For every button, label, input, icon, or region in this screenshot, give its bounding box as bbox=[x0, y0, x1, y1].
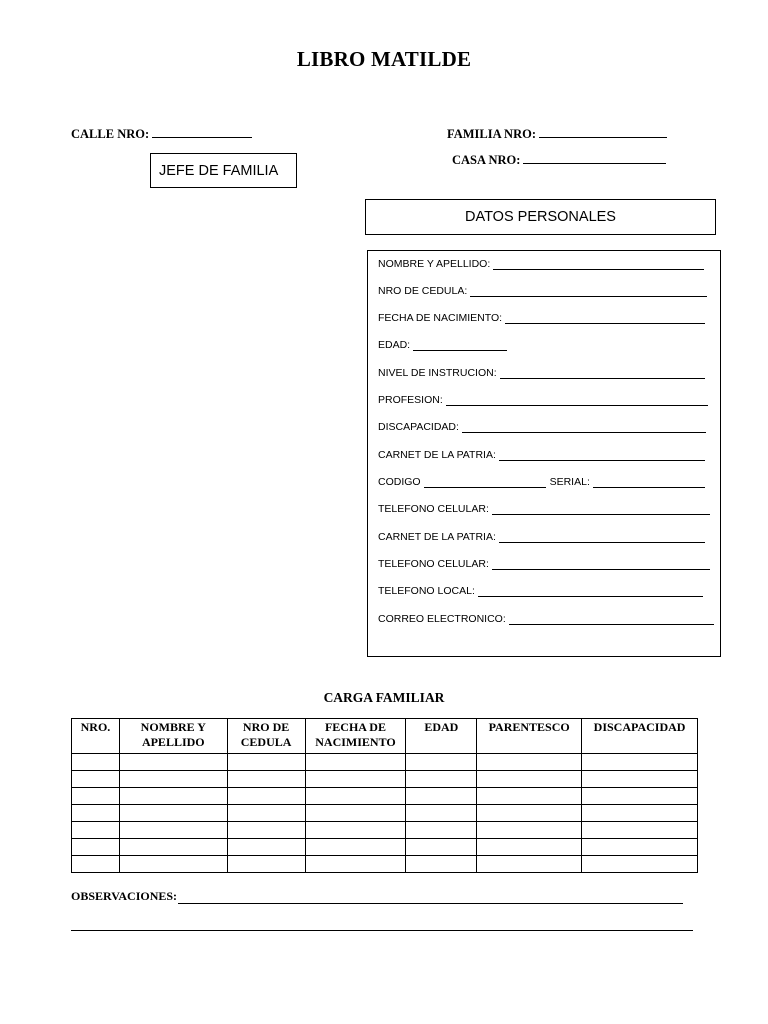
casa-label: CASA NRO: bbox=[452, 153, 521, 167]
familia-input-line[interactable] bbox=[539, 126, 667, 138]
field-label: FECHA DE NACIMIENTO: bbox=[378, 312, 503, 324]
field-label: CARNET DE LA PATRIA: bbox=[378, 531, 496, 543]
field-line[interactable] bbox=[492, 504, 710, 515]
col-header-parentesco: PARENTESCO bbox=[477, 719, 582, 754]
calle-field bbox=[71, 126, 252, 142]
table-cell[interactable] bbox=[72, 822, 120, 839]
field-profesion bbox=[378, 394, 708, 406]
table-cell[interactable] bbox=[119, 788, 227, 805]
familia-field bbox=[447, 126, 667, 142]
field-telefono-local bbox=[378, 585, 703, 597]
field-label: CORREO ELECTRONICO: bbox=[378, 613, 506, 625]
table-cell[interactable] bbox=[305, 805, 406, 822]
field-label: TELEFONO LOCAL: bbox=[378, 585, 475, 597]
table-row bbox=[72, 788, 698, 805]
table-cell[interactable] bbox=[406, 754, 477, 771]
table-cell[interactable] bbox=[477, 754, 582, 771]
observaciones-label: OBSERVACIONES: bbox=[71, 889, 178, 903]
table-cell[interactable] bbox=[477, 856, 582, 873]
table-cell[interactable] bbox=[227, 754, 305, 771]
field-label: PROFESION: bbox=[378, 394, 443, 406]
field-label: NOMBRE Y APELLIDO: bbox=[378, 258, 491, 270]
table-cell[interactable] bbox=[72, 839, 120, 856]
col-header-nombre: NOMBRE Y APELLIDO bbox=[119, 719, 227, 754]
table-cell[interactable] bbox=[477, 788, 582, 805]
observaciones-line-2[interactable] bbox=[71, 930, 693, 931]
field-telefono-celular-2 bbox=[378, 558, 710, 570]
table-cell[interactable] bbox=[305, 771, 406, 788]
table-cell[interactable] bbox=[406, 856, 477, 873]
table-row bbox=[72, 754, 698, 771]
field-line[interactable] bbox=[499, 532, 705, 543]
field-label: CODIGO bbox=[378, 476, 421, 488]
table-cell[interactable] bbox=[582, 754, 698, 771]
table-cell[interactable] bbox=[582, 839, 698, 856]
field-edad bbox=[378, 339, 507, 351]
jefe-de-familia-box: JEFE DE FAMILIA bbox=[150, 153, 297, 188]
field-label: TELEFONO CELULAR: bbox=[378, 503, 489, 515]
field-label: TELEFONO CELULAR: bbox=[378, 558, 489, 570]
table-cell[interactable] bbox=[582, 788, 698, 805]
casa-field bbox=[452, 152, 666, 168]
table-cell[interactable] bbox=[72, 754, 120, 771]
field-line[interactable] bbox=[499, 450, 705, 461]
table-cell[interactable] bbox=[305, 839, 406, 856]
table-cell[interactable] bbox=[477, 839, 582, 856]
col-header-fecha: FECHA DE NACIMIENTO bbox=[305, 719, 406, 754]
table-cell[interactable] bbox=[227, 822, 305, 839]
table-cell[interactable] bbox=[72, 771, 120, 788]
table-cell[interactable] bbox=[477, 822, 582, 839]
field-cedula bbox=[378, 285, 707, 297]
table-cell[interactable] bbox=[305, 856, 406, 873]
table-cell[interactable] bbox=[582, 805, 698, 822]
table-cell[interactable] bbox=[305, 788, 406, 805]
field-line[interactable] bbox=[505, 313, 705, 324]
field-correo bbox=[378, 613, 714, 625]
table-cell[interactable] bbox=[477, 771, 582, 788]
personal-data-box bbox=[367, 250, 721, 657]
table-row bbox=[72, 822, 698, 839]
table-cell[interactable] bbox=[227, 771, 305, 788]
field-line[interactable] bbox=[492, 559, 710, 570]
table-cell[interactable] bbox=[227, 856, 305, 873]
field-discapacidad bbox=[378, 421, 706, 433]
carga-familiar-title: CARGA FAMILIAR bbox=[323, 690, 445, 705]
field-carnet-patria bbox=[378, 449, 705, 461]
field-line[interactable] bbox=[478, 586, 703, 597]
table-cell[interactable] bbox=[119, 771, 227, 788]
field-label: NRO DE CEDULA: bbox=[378, 285, 468, 297]
calle-input-line[interactable] bbox=[152, 126, 252, 138]
field-line[interactable] bbox=[509, 614, 714, 625]
table-row bbox=[72, 805, 698, 822]
field-line[interactable] bbox=[470, 286, 707, 297]
table-cell[interactable] bbox=[406, 788, 477, 805]
table-cell[interactable] bbox=[227, 839, 305, 856]
field-line[interactable] bbox=[413, 340, 507, 351]
table-cell[interactable] bbox=[72, 805, 120, 822]
col-header-cedula: NRO DE CEDULA bbox=[227, 719, 305, 754]
field-label: NIVEL DE INSTRUCION: bbox=[378, 367, 497, 379]
table-cell[interactable] bbox=[119, 839, 227, 856]
document-title: LIBRO MATILDE bbox=[296, 47, 472, 71]
table-cell[interactable] bbox=[305, 822, 406, 839]
col-header-discapacidad: DISCAPACIDAD bbox=[582, 719, 698, 754]
calle-label: CALLE NRO: bbox=[71, 127, 150, 141]
field-nombre bbox=[378, 258, 704, 270]
table-cell[interactable] bbox=[119, 856, 227, 873]
table-cell[interactable] bbox=[227, 788, 305, 805]
field-label: CARNET DE LA PATRIA: bbox=[378, 449, 496, 461]
field-label: DISCAPACIDAD: bbox=[378, 421, 459, 433]
table-cell[interactable] bbox=[582, 822, 698, 839]
field-label: EDAD: bbox=[378, 339, 411, 351]
table-cell[interactable] bbox=[406, 822, 477, 839]
carga-familiar-table bbox=[71, 718, 698, 873]
field-fecha-nacimiento bbox=[378, 312, 705, 324]
field-codigo-serial bbox=[378, 476, 705, 488]
table-cell[interactable] bbox=[406, 771, 477, 788]
field-line[interactable] bbox=[446, 395, 708, 406]
table-cell[interactable] bbox=[72, 856, 120, 873]
table-row bbox=[72, 856, 698, 873]
field-carnet-patria-2 bbox=[378, 531, 705, 543]
table-cell[interactable] bbox=[305, 754, 406, 771]
field-line[interactable] bbox=[462, 422, 706, 433]
datos-personales-box: DATOS PERSONALES bbox=[365, 199, 716, 235]
familia-label: FAMILIA NRO: bbox=[447, 127, 537, 141]
table-cell[interactable] bbox=[119, 754, 227, 771]
table-cell[interactable] bbox=[406, 805, 477, 822]
table-cell[interactable] bbox=[227, 805, 305, 822]
field-line[interactable] bbox=[593, 477, 705, 488]
table-cell[interactable] bbox=[582, 771, 698, 788]
col-header-nro: NRO. bbox=[72, 719, 120, 754]
table-cell[interactable] bbox=[477, 805, 582, 822]
observaciones-line[interactable] bbox=[178, 893, 683, 904]
field-label: SERIAL: bbox=[549, 476, 590, 488]
table-row bbox=[72, 839, 698, 856]
table-cell[interactable] bbox=[406, 839, 477, 856]
table-cell[interactable] bbox=[72, 788, 120, 805]
field-line[interactable] bbox=[493, 259, 704, 270]
col-header-edad: EDAD bbox=[406, 719, 477, 754]
table-row bbox=[72, 771, 698, 788]
table-header-row bbox=[72, 719, 698, 754]
table-cell[interactable] bbox=[582, 856, 698, 873]
field-line[interactable] bbox=[500, 368, 705, 379]
casa-input-line[interactable] bbox=[523, 152, 666, 164]
field-telefono-celular bbox=[378, 503, 710, 515]
observaciones-field bbox=[71, 889, 683, 904]
field-line[interactable] bbox=[424, 477, 546, 488]
table-cell[interactable] bbox=[119, 805, 227, 822]
field-nivel-instrucion bbox=[378, 367, 705, 379]
table-cell[interactable] bbox=[119, 822, 227, 839]
